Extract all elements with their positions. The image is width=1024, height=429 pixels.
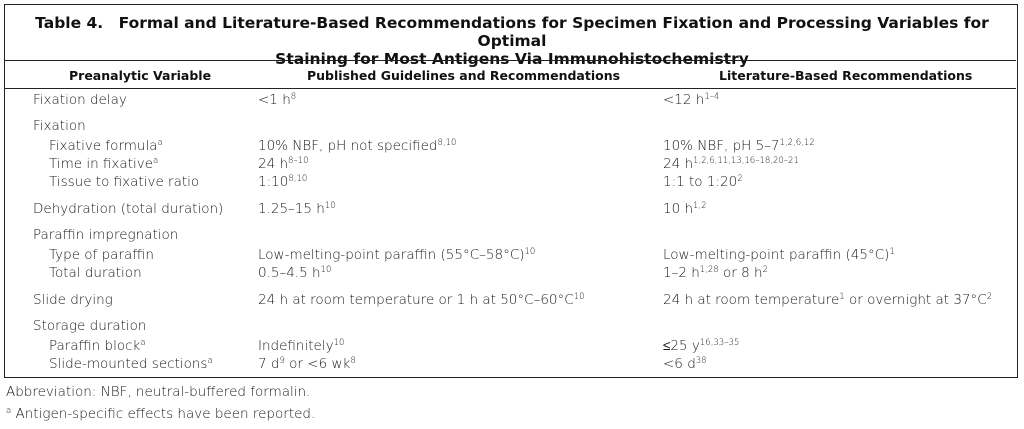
row-fixative-formula-guideline: 10% NBF, pH not specified$^{8,10}$ [258,138,457,154]
row-slide-drying-literature: 24 h at room temperature$^1$ or overnight at $37^\circ C^2$ [663,292,993,308]
row-tissue-ratio-literature: 1:1 to $1:20^2$ [663,174,743,190]
row-slide-mounted-guideline: 7 $d^9$ or <6 $wk^8$ [258,356,356,372]
table-frame [4,4,1018,378]
row-fixative-formula-literature: 10% NBF, pH 5–7$^{1,2,6,12}$ [663,138,815,154]
row-type-of-paraffin-literature: Low-melting-point paraffin $(45^\circ C)^1$ [663,247,895,263]
row-dehydration-label: Dehydration (total duration) [33,201,224,217]
row-slide-mounted-label: Slide-mounted sections$^a$ [49,356,213,372]
row-total-duration-guideline: 0.5–4.5 $h^{10}$ [258,265,332,281]
table-number: Table 4. [35,14,104,32]
row-dehydration-guideline: 1.25–15 $h^{10}$ [258,201,336,217]
row-type-of-paraffin-label: Type of paraffin [49,247,154,263]
row-type-of-paraffin-guideline: Low-melting-point paraffin $(55^\circ C-58^\circ C)^{10}$ [258,247,536,263]
footnote-abbreviation: Abbreviation: NBF, neutral-buffered formalin. [6,384,311,400]
row-total-duration-literature: 1–2 $h^{1,28}$ or 8 $h^2$ [663,265,768,281]
row-fixation-group-label: Fixation [33,118,86,134]
row-slide-drying-guideline: 24 h at room temperature or 1 h at $50^\circ C-60^\circ C^{10}$ [258,292,585,308]
row-slide-drying-label: Slide drying [33,292,113,308]
header-preanalytic: Preanalytic Variable [69,68,212,83]
title-rule [5,60,1016,61]
row-paraffin-block-guideline: Indefinitely$^{10}$ [258,338,345,354]
footnote-a: $^a$ Antigen-specific effects have been reported. [6,406,316,422]
table-title-line1: Formal and Literature-Based Recommendations for Specimen Fixation and Processing Variables for Optimal [118,14,989,50]
row-fixation-delay-guideline: <1 $h^8$ [258,92,297,108]
row-paraffin-block-label: Paraffin block$^a$ [49,338,146,354]
row-fixation-delay-label: Fixation delay [33,92,127,108]
row-tissue-ratio-label: Tissue to fixative ratio [49,174,200,190]
row-total-duration-label: Total duration [49,265,142,281]
header-literature: Literature-Based Recommendations [719,68,973,83]
row-slide-mounted-literature: <6 $d^{38}$ [663,356,707,372]
header-guidelines: Published Guidelines and Recommendations [307,68,621,83]
row-time-in-fixative-guideline: 24 $h^{8-10}$ [258,156,309,172]
table-title-line2: Staining for Most Antigens Via Immunohistochemistry [275,50,749,68]
row-time-in-fixative-literature: 24 $h^{1,2,6,11,13,16-18,20-21}$ [663,156,799,172]
row-fixative-formula-label: Fixative formula$^a$ [49,138,163,154]
row-paraffin-block-literature: ≤25 $y^{16,33-35}$ [663,338,740,354]
row-fixation-delay-literature: <12 $h^{1-4}$ [663,92,720,108]
row-tissue-ratio-guideline: 1:10$^{8,10}$ [258,174,308,190]
row-paraffin-impregnation-label: Paraffin impregnation [33,227,179,243]
row-time-in-fixative-label: Time in fixative$^a$ [49,156,159,172]
row-storage-duration-label: Storage duration [33,318,147,334]
header-rule [5,88,1016,89]
row-dehydration-literature: 10 $h^{1,2}$ [663,201,707,217]
